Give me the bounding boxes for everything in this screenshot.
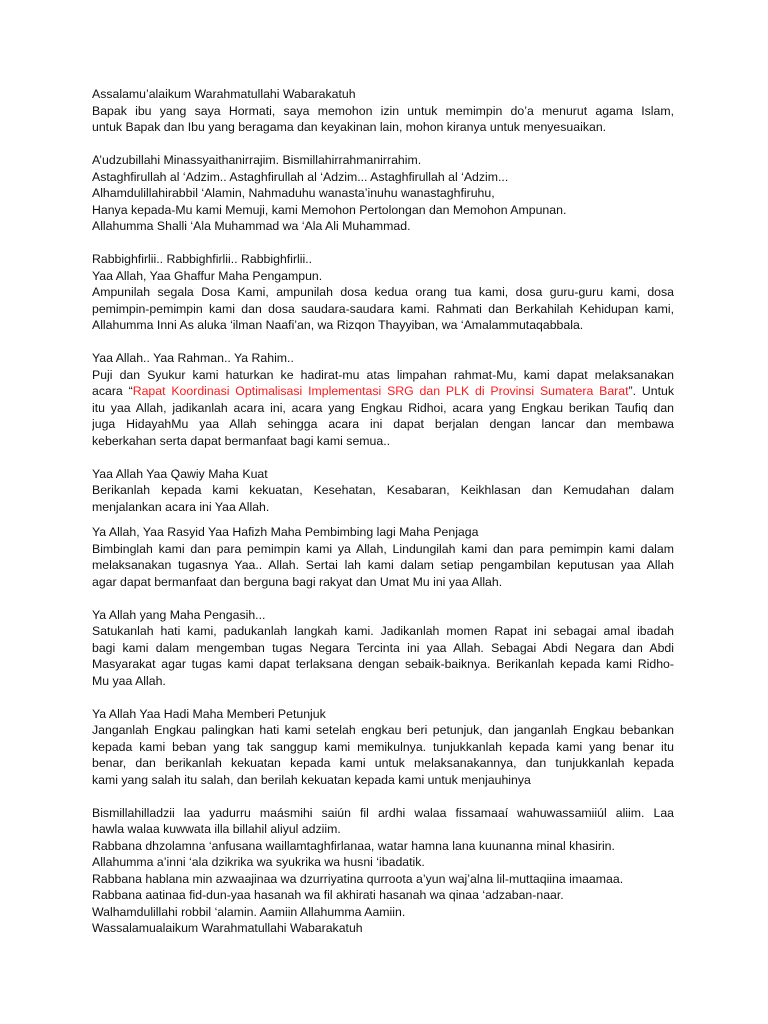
paragraph-istighfar (92, 152, 674, 235)
text-line: Satukanlah hati kami, padukanlah langkah kami. Jadikanlah momen Rapat ini sebagai amal ibadah (92, 624, 674, 638)
text-segment: ”. Untuk (628, 384, 674, 398)
text-line: Ya Allah yang Maha Pengasih... (92, 607, 266, 622)
text-line: Berikanlah kepada kami kekuatan, Kesehatan, Kesabaran, Keikhlasan dan Kemudahan dalam (92, 483, 674, 497)
text-line: hawla walaa kuwwata illa billahil aliyul adziim. (92, 822, 341, 836)
text-line: kami yang salah itu salah, dan berilah kekuatan kepada kami untuk menjauhinya (92, 772, 531, 787)
text-line: Rabbana hablana min azwaajinaa wa dzurriyatina qurroota a’yun waj’alna lil-muttaqiina imaamaa. (92, 871, 624, 886)
text-line: Puji dan Syukur kami haturkan ke hadirat-mu atas limpahan rahmat-Mu, kami dapat melaksanakan (92, 367, 674, 382)
text-line: Walhamdulillahi robbil ‘alamin. Aamiin Allahumma Aamiin. (92, 904, 406, 919)
text-line: keberkahan serta dapat bermanfaat bagi kami semua.. (92, 433, 391, 448)
text-line: Ya Allah, Yaa Rasyid Yaa Hafizh Maha Pembimbing lagi Maha Penjaga (92, 525, 479, 539)
text-line: Allahumma Shalli ‘Ala Muhammad wa ‘Ala Ali Muhammad. (92, 219, 411, 233)
text-line: Janganlah Engkau palingkan hati kami setelah engkau beri petunjuk, dan janganlah Engkau bebankan (92, 723, 674, 737)
text-line: kepada kami beban yang tak sanggup kami memikulnya. tunjukkanlah kepada kami yang benar itu (92, 739, 674, 754)
text-line: Bismillahilladzii laa yadurru maásmihi saiún fil ardhi walaa fissamaaí wahuwassamiiúl aliim. Laa (92, 805, 674, 820)
paragraph-kekuatan (92, 466, 674, 516)
text-line: benar, dan berikanlah kekuatan kepada kami untuk melaksanakannya, dan tunjukkanlah kepada (92, 756, 674, 770)
paragraph-bimbingan (92, 524, 674, 590)
text-line: agar dapat bermanfaat dan berguna bagi rakyat dan Umat Mu ini yaa Allah. (92, 574, 503, 589)
text-line: juga HidayahMu yaa Allah sehingga acara ini dapat berjalan dengan lancar dan membawa (92, 417, 674, 431)
text-line: itu yaa Allah, jadikanlah acara ini, acara yang Engkau Ridhoi, acara yang Engkau berikan Taufiq dan (92, 400, 674, 415)
text-line: Yaa Allah, Yaa Ghaffur Maha Pengampun. (92, 268, 323, 283)
text-line: bagi kami dalam mengemban tugas Negara Tercinta ini yaa Allah. Sebagai Abdi Negara dan Abdi (92, 640, 674, 655)
paragraph-persatuan (92, 607, 674, 690)
text-line: untuk Bapak dan Ibu yang beragama dan keyakinan lain, mohon kiranya untuk menyesuaikan. (92, 120, 607, 134)
text-line: Wassalamualaikum Warahmatullahi Wabarakatuh (92, 921, 363, 935)
text-line: melaksanakan tugasnya Yaa.. Allah. Sertai lah kami dalam setiap pengambilan keputusan yaa Allah (92, 558, 674, 572)
text-line: Rabbighfirlii.. Rabbighfirlii.. Rabbighfirlii.. (92, 252, 313, 266)
text-line: Yaa Allah Yaa Qawiy Maha Kuat (92, 466, 268, 481)
text-segment: acara “ (92, 384, 133, 398)
text-line: Assalamu’alaikum Warahmatullahi Wabarakatuh (92, 87, 356, 101)
text-line: Hanya kepada-Mu kami Memuji, kami Memohon Pertolongan dan Memohon Ampunan. (92, 202, 567, 217)
text-line: pemimpin-pemimpin kami dan dosa saudara-saudara kami. Rahmati dan Berkahilah Kehidupan kami, (92, 301, 674, 316)
paragraph-ampunan (92, 251, 674, 334)
event-title: Rapat Koordinasi Optimalisasi Implementasi SRG dan PLK di Provinsi Sumatera Barat (132, 384, 629, 398)
text-line: A’udzubillahi Minassyaithanirrajim. Bismillahirrahmanirrahim. (92, 153, 422, 167)
text-line: Ampunilah segala Dosa Kami, ampunilah dosa kedua orang tua kami, dosa guru-guru kami, dosa (92, 285, 674, 299)
text-line: Masyarakat agar tugas kami dapat terlaksana dengan sebaik-baiknya. Berikanlah kepada kami Ridho- (92, 657, 674, 671)
text-line: Ya Allah Yaa Hadi Maha Memberi Petunjuk (92, 706, 326, 721)
text-line-event (92, 383, 674, 400)
paragraph-penutup (92, 805, 674, 937)
text-line: Bimbinglah kami dan para pemimpin kami ya Allah, Lindungilah kami dan para pemimpin kami dalam (92, 541, 674, 556)
text-line: Astaghfirullah al ‘Adzim.. Astaghfirullah al ‘Adzim... Astaghfirullah al ‘Adzim... (92, 169, 509, 184)
text-line: Alhamdulillahirabbil ‘Alamin, Nahmaduhu wanasta’inuhu wanastaghfiruhu, (92, 186, 495, 200)
text-line: menjalankan acara ini Yaa Allah. (92, 499, 270, 514)
text-line: Allahumma a’inni ‘ala dzikrika wa syukrika wa husni ‘ibadatik. (92, 855, 425, 869)
text-line: Rabbana aatinaa fid-dun-yaa hasanah wa fil akhirati hasanah wa qinaa ‘adzaban-naar. (92, 888, 564, 902)
text-line: Bapak ibu yang saya Hormati, saya memohon izin untuk memimpin do’a menurut agama Islam, (92, 103, 674, 118)
text-line: Rabbana dhzolamna ‘anfusana waillamtaghfirlanaa, watar hamna lana kuunanna minal khasirin. (92, 838, 615, 853)
document-page (92, 86, 674, 937)
text-line: Mu yaa Allah. (92, 673, 166, 688)
paragraph-syukur (92, 350, 674, 449)
text-line: Yaa Allah.. Yaa Rahman.. Ya Rahim.. (92, 351, 294, 365)
paragraph-opening (92, 86, 674, 136)
paragraph-petunjuk (92, 706, 674, 789)
text-line: Allahumma Inni As aluka ‘ilman Naafi’an, wa Rizqon Thayyiban, wa ‘Amalammutaqabbala. (92, 318, 584, 332)
